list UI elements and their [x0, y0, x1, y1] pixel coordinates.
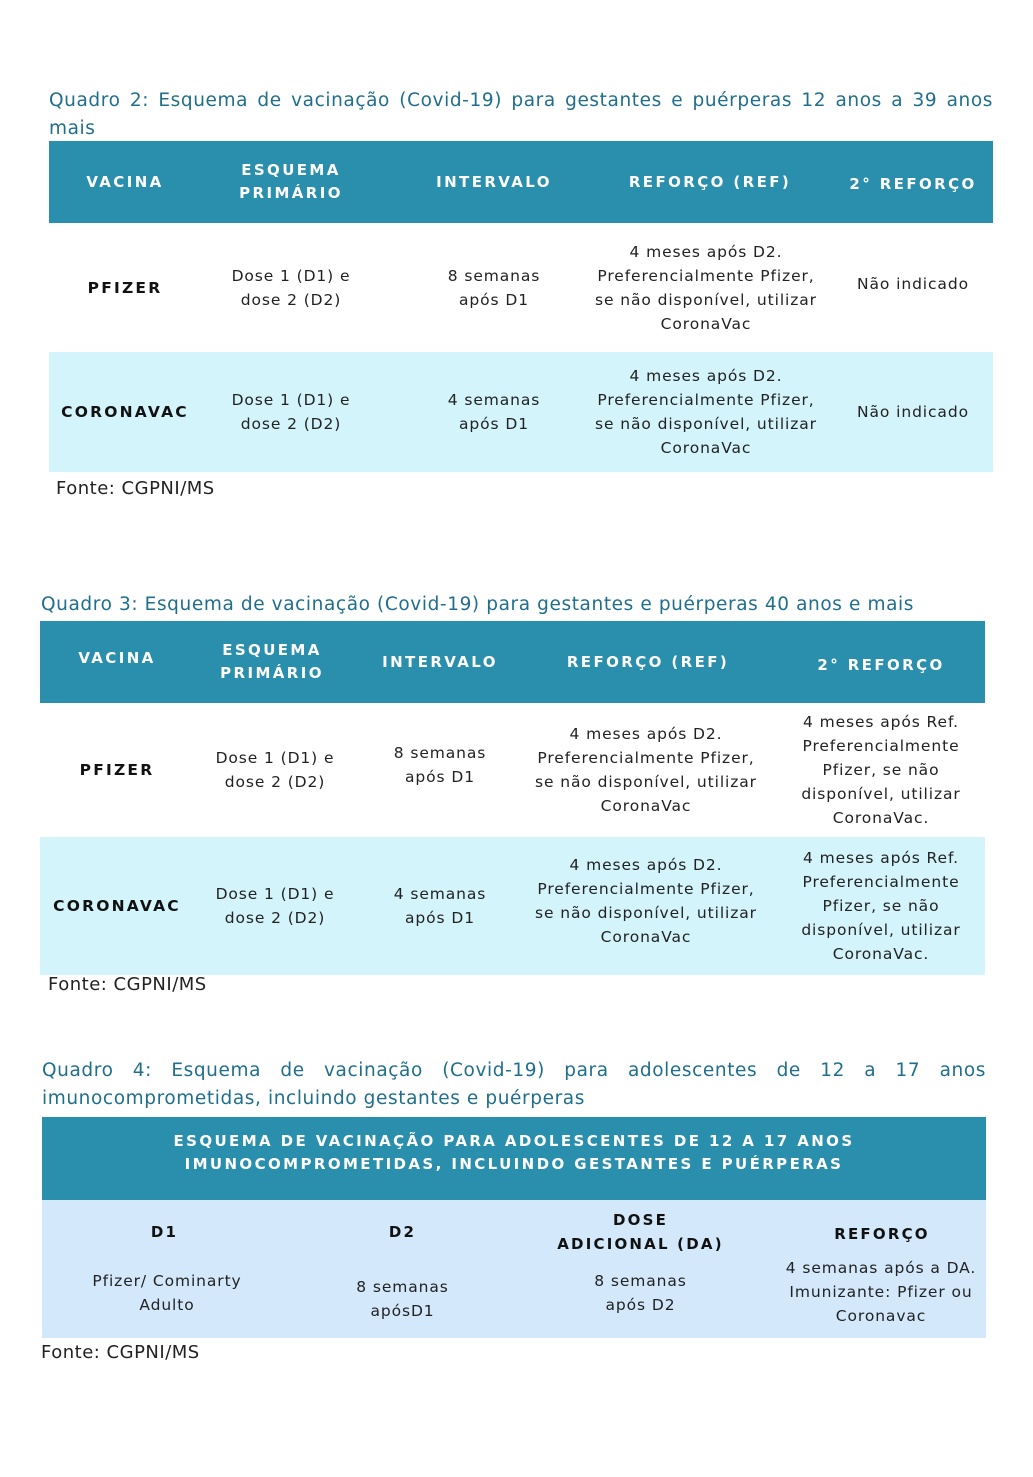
header-intervalo: INTERVALO [382, 652, 498, 671]
value-reforco: 4 semanas após a DA. Imunizante: Pfizer ou Coronavac [785, 1259, 977, 1325]
vacina-name: CORONAVAC [61, 403, 189, 421]
quadro-2-row-pfizer [49, 223, 993, 352]
header-esquema-primario: ESQUEMA PRIMÁRIO [220, 641, 324, 682]
header-esquema-primario: ESQUEMA PRIMÁRIO [239, 161, 343, 202]
quadro-3-caption: Quadro 3: Esquema de vacinação (Covid-19) para gestantes e puérperas 40 anos e mais [41, 594, 914, 615]
quadro-2-source: Fonte: CGPNI/MS [56, 478, 215, 499]
header-d1: D1 [150, 1223, 179, 1241]
esquema-value: Dose 1 (D1) e dose 2 (D2) [215, 749, 335, 791]
header-segundo-reforco: 2° REFORÇO [849, 174, 977, 193]
quadro-3-row-coronavac [40, 837, 985, 975]
header-reforco: REFORÇO (REF) [566, 652, 730, 671]
value-dose-adicional: 8 semanas após D2 [594, 1272, 687, 1314]
quadro-4-table [42, 1117, 986, 1338]
reforco-value: 4 meses após D2. Preferencialmente Pfizer, se não disponível, utilizar CoronaVac [595, 242, 817, 333]
intervalo-value: 8 semanas após D1 [393, 744, 487, 786]
esquema-value: Dose 1 (D1) e dose 2 (D2) [231, 391, 351, 433]
quadro-4-source: Fonte: CGPNI/MS [41, 1342, 200, 1363]
quadro-4-body [42, 1200, 986, 1338]
quadro-2-row-coronavac [49, 352, 993, 472]
segundo-reforco-value: 4 meses após Ref. Preferencialmente Pfizer, se não disponível, utilizar CoronaVac. [801, 713, 961, 827]
quadro-4-caption: Quadro 4: Esquema de vacinação (Covid-19) para adolescentes de 12 a 17 anos imunocomprometidas, incluindo gestantes e puérperas [42, 1060, 986, 1109]
quadro-2-header-row [49, 141, 993, 223]
header-vacina: VACINA [78, 648, 156, 667]
intervalo-value: 8 semanas após D1 [447, 266, 541, 309]
vacina-name: PFIZER [87, 278, 163, 297]
vacina-name: CORONAVAC [53, 897, 181, 915]
header-vacina: VACINA [86, 172, 164, 191]
quadro-3-row-pfizer [40, 703, 985, 837]
header-d2: D2 [388, 1223, 417, 1241]
quadro-3-source: Fonte: CGPNI/MS [48, 974, 207, 995]
quadro-3-header-row [40, 621, 985, 703]
header-reforco: REFORÇO (REF) [628, 172, 792, 191]
intervalo-value: 4 semanas após D1 [447, 391, 541, 433]
header-intervalo: INTERVALO [436, 172, 552, 191]
value-d2: 8 semanas apósD1 [356, 1278, 449, 1320]
reforco-value: 4 meses após D2. Preferencialmente Pfizer, se não disponível, utilizar CoronaVac [595, 367, 817, 457]
quadro-2-caption: Quadro 2: Esquema de vacinação (Covid-19) para gestantes e puérperas 12 anos a 39 anos mais [49, 90, 993, 139]
quadro-4-title-row [42, 1117, 986, 1200]
header-reforco: REFORÇO [834, 1225, 930, 1243]
quadro-3-table [40, 621, 985, 975]
segundo-reforco-value: Não indicado [857, 274, 969, 293]
reforco-value: 4 meses após D2. Preferencialmente Pfizer, se não disponível, utilizar CoronaVac [535, 856, 757, 946]
header-segundo-reforco: 2° REFORÇO [817, 655, 945, 674]
esquema-value: Dose 1 (D1) e dose 2 (D2) [215, 885, 335, 927]
reforco-value: 4 meses após D2. Preferencialmente Pfizer, se não disponível, utilizar CoronaVac [535, 725, 757, 815]
quadro-4-title: ESQUEMA DE VACINAÇÃO PARA ADOLESCENTES DE 12 A 17 ANOS IMUNOCOMPROMETIDAS, INCLUINDO GESTANTES E PUÉRPERAS [173, 1131, 855, 1173]
quadro-2-table [49, 141, 993, 472]
header-dose-adicional: DOSE ADICIONAL (DA) [557, 1211, 724, 1253]
segundo-reforco-value: 4 meses após Ref. Preferencialmente Pfizer, se não disponível, utilizar CoronaVac. [801, 849, 961, 963]
value-d1: Pfizer/ Cominarty Adulto [92, 1272, 242, 1314]
intervalo-value: 4 semanas após D1 [393, 885, 487, 927]
segundo-reforco-value: Não indicado [857, 403, 969, 421]
esquema-value: Dose 1 (D1) e dose 2 (D2) [231, 266, 351, 309]
vacina-name: PFIZER [79, 761, 155, 779]
